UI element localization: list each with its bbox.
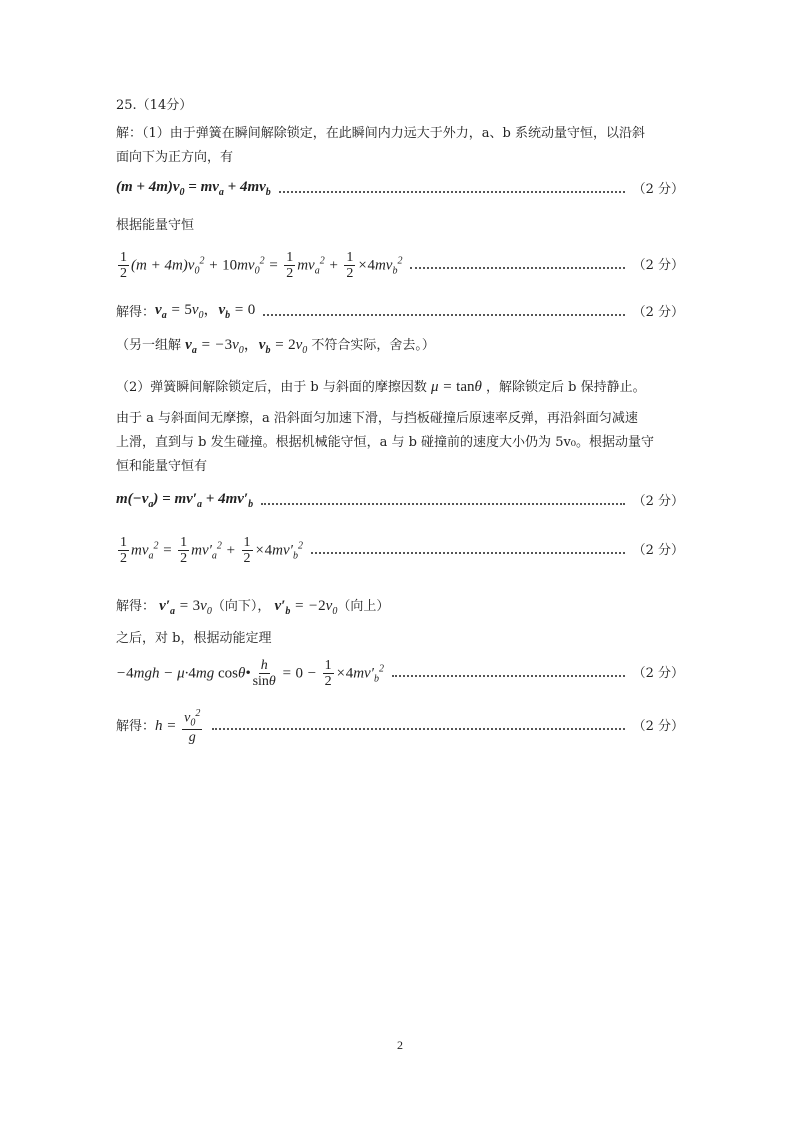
intro-line-1: 解：（1）由于弹簧在瞬间解除锁定，在此瞬间内力远大于外力，a、b 系统动量守恒，以沿斜 bbox=[116, 126, 645, 141]
other-root: （另一组解 $v_a = -3v_0$，$v_b = 2v_0$ 不符合实际，舍去。） bbox=[116, 337, 435, 356]
score-label: （2 分） bbox=[632, 543, 684, 558]
part2-line-2: 由于 a 与斜面间无摩擦，a 沿斜面匀加速下滑，与挡板碰撞后原速率反弹，再沿斜面匀减速 bbox=[116, 411, 638, 426]
score-label: （2 分） bbox=[632, 719, 684, 734]
equation-energy: $\frac{1}{2}$ $(m + 4m)v_0^2 + 10mv_0^2$ = $\frac{1}{2}$ $mv_a^2$ + $\frac{1}{2}$ $\times 4mv_b^2$ （2 分） bbox=[120, 250, 684, 281]
score-label: （2 分） bbox=[632, 305, 684, 320]
equation-momentum: $(m + 4m)v_0 = mv_a + 4mv_b$ （2 分） bbox=[116, 179, 684, 198]
after-label: 之后，对 b，根据动能定理 bbox=[116, 631, 272, 646]
solution-1: 解得： $v_a = 5v_0$，$v_b = 0$ （2 分） bbox=[116, 302, 684, 321]
equation-momentum-2: $m(-v_a) = mv'_a + 4mv'_b$ （2 分） bbox=[116, 491, 684, 510]
energy-label: 根据能量守恒 bbox=[116, 218, 195, 233]
equation-work-energy: −4mgh − μ·4mg cosθ• $\frac{h}{\sin\theta}$ = 0 − $\frac{1}{2}$ $\times 4mv'_b^2$ （2 分） bbox=[116, 658, 684, 689]
part2-line-1: （2）弹簧瞬间解除锁定后，由于 b 与斜面的摩擦因数 μ = tanθ ，解除锁定后 b 保持静止。 bbox=[116, 379, 646, 395]
score-label: （2 分） bbox=[632, 666, 684, 681]
part2-line-3: 上滑，直到与 b 发生碰撞。根据机械能守恒，a 与 b 碰撞前的速度大小仍为 5v₀。根据动量守 bbox=[116, 435, 655, 450]
problem-header: 25.（14分） bbox=[116, 98, 193, 113]
intro-line-2: 面向下为正方向，有 bbox=[116, 150, 234, 165]
equation-energy-2: $\frac{1}{2}$ $mv_a^2$ = $\frac{1}{2}$ $mv'_a^2$ + $\frac{1}{2}$ $\times 4mv'_b^2$ （2 分） bbox=[120, 535, 684, 566]
score-label: （2 分） bbox=[632, 258, 684, 273]
score-label: （2 分） bbox=[632, 182, 684, 197]
part2-line-4: 恒和能量守恒有 bbox=[116, 459, 208, 474]
solution-2: 解得： $v'_a = 3v_0$（向下）， $v'_b = -2v_0$（向上） bbox=[116, 598, 390, 617]
page-number: 2 bbox=[397, 1038, 403, 1052]
solution-3: 解得： h = $\frac{v_0^2}{g}$ （2 分） bbox=[116, 708, 684, 745]
score-label: （2 分） bbox=[632, 494, 684, 509]
